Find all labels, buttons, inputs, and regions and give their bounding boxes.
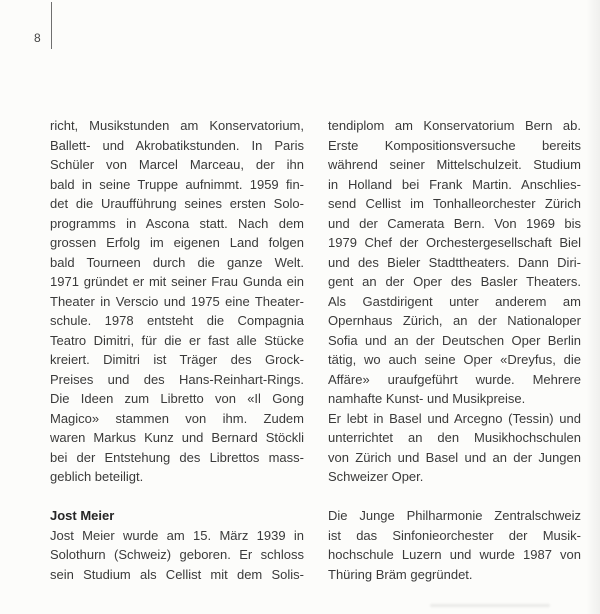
text-line: Magico» stammen von ihm. Zudem [50, 410, 304, 426]
text-line: namhafte Kunst- und Musikpreise. [328, 391, 526, 406]
text-line: gent an der Oper des Basler Theaters. [328, 274, 581, 289]
section-heading-jost-meier: Jost Meier [50, 508, 115, 523]
text-line: 1971 gründet er mit seiner Frau Gunda ein [50, 274, 304, 289]
right-paragraph-2 [328, 506, 581, 584]
right-paragraph-1 [328, 116, 581, 487]
page-margin-rule [51, 2, 52, 49]
text-line: während seiner Mittelschulzeit. Studium [328, 157, 581, 172]
text-line: ist das Sinfonieorchester der Musik- [328, 527, 581, 543]
text-line: waren Markus Kunz und Bernard Stöckli [50, 430, 304, 445]
text-line: Sofia und an der Deutschen Oper Berlin [328, 332, 581, 348]
text-line: programms in Ascona statt. Nach dem [50, 215, 304, 231]
page-number: 8 [34, 31, 41, 45]
text-line: Opernhaus Zürich, an der Nationaloper [328, 313, 581, 328]
text-line: send Cellist im Tonhalleorchester Zürich [328, 196, 581, 211]
left-column [50, 116, 304, 584]
text-line: tendiplom am Konservatorium Bern ab. [328, 118, 581, 133]
text-line: bald in seine Truppe aufnimmt. 1959 fin- [50, 176, 304, 192]
text-line: bald Tourneen durch die ganze Welt. [50, 254, 304, 270]
left-paragraph-2 [50, 526, 304, 585]
text-line: geblich beteiligt. [50, 469, 144, 484]
text-line: und der Camerata Bern. Von 1969 bis [328, 215, 581, 231]
text-line: Ballett- und Akrobatikstunden. In Paris [50, 137, 304, 153]
text-line: hochschule Luzern und wurde 1987 von [328, 547, 581, 562]
text-line: det die Uraufführung seines ersten Solo- [50, 196, 304, 211]
text-line: unterrichtet an den Musikhochschulen [328, 430, 581, 445]
text-line: in Holland bei Frank Martin. Anschlies- [328, 176, 581, 192]
text-line: 1979 Chef der Orchestergesellschaft Biel [328, 235, 581, 250]
text-line: Thüring Bräm gegründet. [328, 566, 473, 582]
text-line: und des Bieler Stadttheaters. Dann Diri- [328, 254, 581, 270]
text-line: Die Junge Philharmonie Zentralschweiz [328, 508, 581, 523]
text-line: Die Ideen zum Libretto von «Il Gong [50, 391, 304, 406]
left-paragraph-1 [50, 116, 304, 487]
text-line: Als Gastdirigent unter anderem am [328, 293, 581, 309]
text-line: Jost Meier wurde am 15. März 1939 in [50, 527, 304, 543]
right-column [328, 116, 581, 584]
text-line: kreiert. Dimitri ist Träger des Grock- [50, 352, 304, 367]
text-line: Preises und des Hans-Reinhart-Rings. [50, 371, 304, 387]
text-line: Solothurn (Schweiz) geboren. Er schloss [50, 547, 304, 562]
text-line: Schüler von Marcel Marceau, der ihn [50, 157, 304, 172]
text-line: tätig, wo auch seine Oper «Dreyfus, die [328, 352, 581, 367]
text-line: bei der Entstehung des Librettos mass- [50, 449, 304, 465]
text-line: von Zürich und Basel und an der Jungen [328, 449, 581, 465]
text-line: Affäre» uraufgeführt wurde. Mehrere [328, 371, 581, 387]
text-line: grossen Erfolg im eigenen Land folgen [50, 235, 304, 250]
text-line: Theater in Verscio und 1975 eine Theater- [50, 293, 304, 309]
text-line: Teatro Dimitri, für die er fast alle Stücke [50, 332, 304, 348]
text-line: sein Studium als Cellist mit dem Solis- [50, 566, 304, 582]
text-line: schule. 1978 entsteht die Compagnia [50, 313, 304, 328]
text-line: Schweizer Oper. [328, 469, 424, 484]
scan-edge-shadow [586, 0, 600, 614]
text-line: Erste Kompositionsversuche bereits [328, 137, 581, 153]
text-line: richt, Musikstunden am Konservatorium, [50, 118, 304, 133]
scan-artifact [430, 604, 550, 607]
text-line: Er lebt in Basel und Arcegno (Tessin) und [328, 410, 581, 426]
